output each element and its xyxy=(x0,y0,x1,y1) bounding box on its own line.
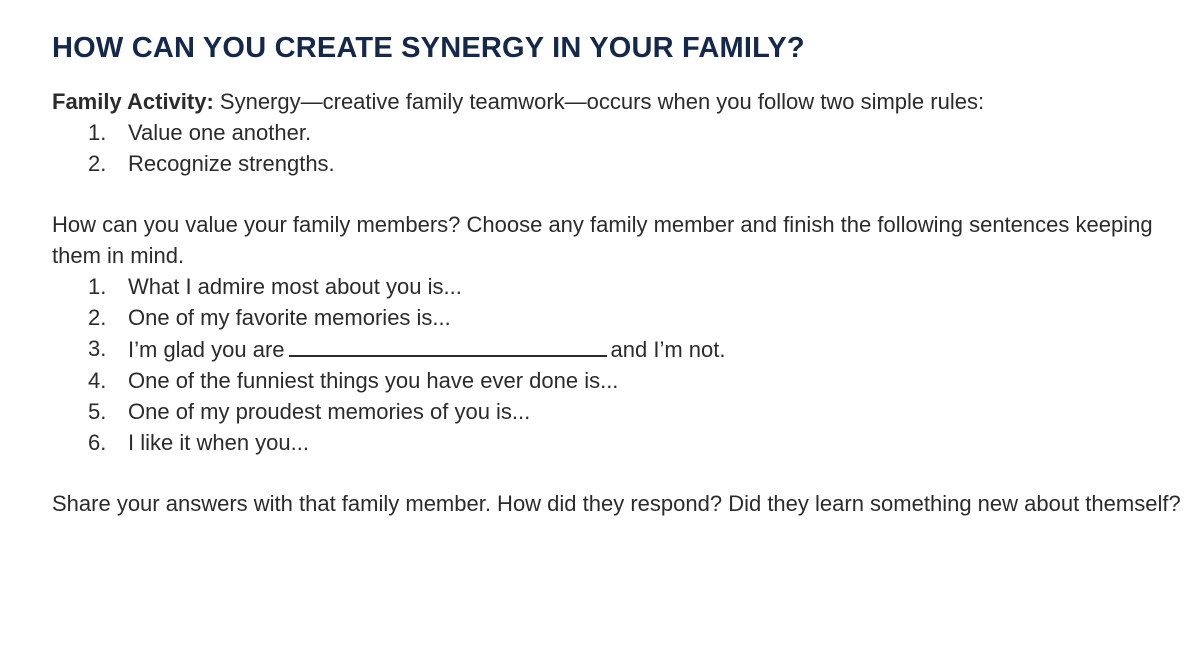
prompts-list xyxy=(52,271,1192,458)
list-item xyxy=(52,333,1192,365)
list-item-number: 5. xyxy=(88,399,107,424)
list-item-text: One of my favorite memories is... xyxy=(128,305,451,330)
list-item xyxy=(52,365,1192,396)
list-item xyxy=(52,271,1192,302)
closing-paragraph: Share your answers with that family member. How did they respond? Did they learn something new about themself? xyxy=(52,491,1181,516)
list-item-text: Recognize strengths. xyxy=(128,151,335,176)
list-item-number: 1. xyxy=(88,274,107,299)
intro-text: Synergy—creative family teamwork—occurs when you follow two simple rules: xyxy=(213,89,985,114)
question-paragraph: How can you value your family members? Choose any family member and finish the following sentences keeping them in mind. xyxy=(52,212,1153,268)
fill-in-blank-line xyxy=(289,333,607,357)
list-item xyxy=(52,396,1192,427)
list-item-text-before: I’m glad you are xyxy=(128,337,285,362)
list-item-text: Value one another. xyxy=(128,120,312,145)
list-item xyxy=(52,427,1192,458)
list-item-number: 3. xyxy=(88,336,107,361)
list-item-number: 2. xyxy=(88,151,107,176)
list-item-number: 2. xyxy=(88,305,107,330)
list-item-number: 1. xyxy=(88,120,107,145)
list-item-text: One of my proudest memories of you is... xyxy=(128,399,531,424)
list-item-text: I like it when you... xyxy=(128,430,309,455)
list-item-text: One of the funniest things you have ever done is... xyxy=(128,368,619,393)
list-item xyxy=(52,117,1192,148)
list-item xyxy=(52,148,1192,179)
intro-paragraph xyxy=(52,86,1192,117)
list-item-number: 6. xyxy=(88,430,107,455)
list-item-text: What I admire most about you is... xyxy=(128,274,462,299)
page-title: HOW CAN YOU CREATE SYNERGY IN YOUR FAMILY? xyxy=(52,32,805,64)
list-item-number: 4. xyxy=(88,368,107,393)
intro-lead: Family Activity: xyxy=(52,89,214,114)
rules-list xyxy=(52,117,1192,179)
list-item xyxy=(52,302,1192,333)
activity-page xyxy=(52,28,1192,519)
list-item-text-after: and I’m not. xyxy=(610,337,726,362)
